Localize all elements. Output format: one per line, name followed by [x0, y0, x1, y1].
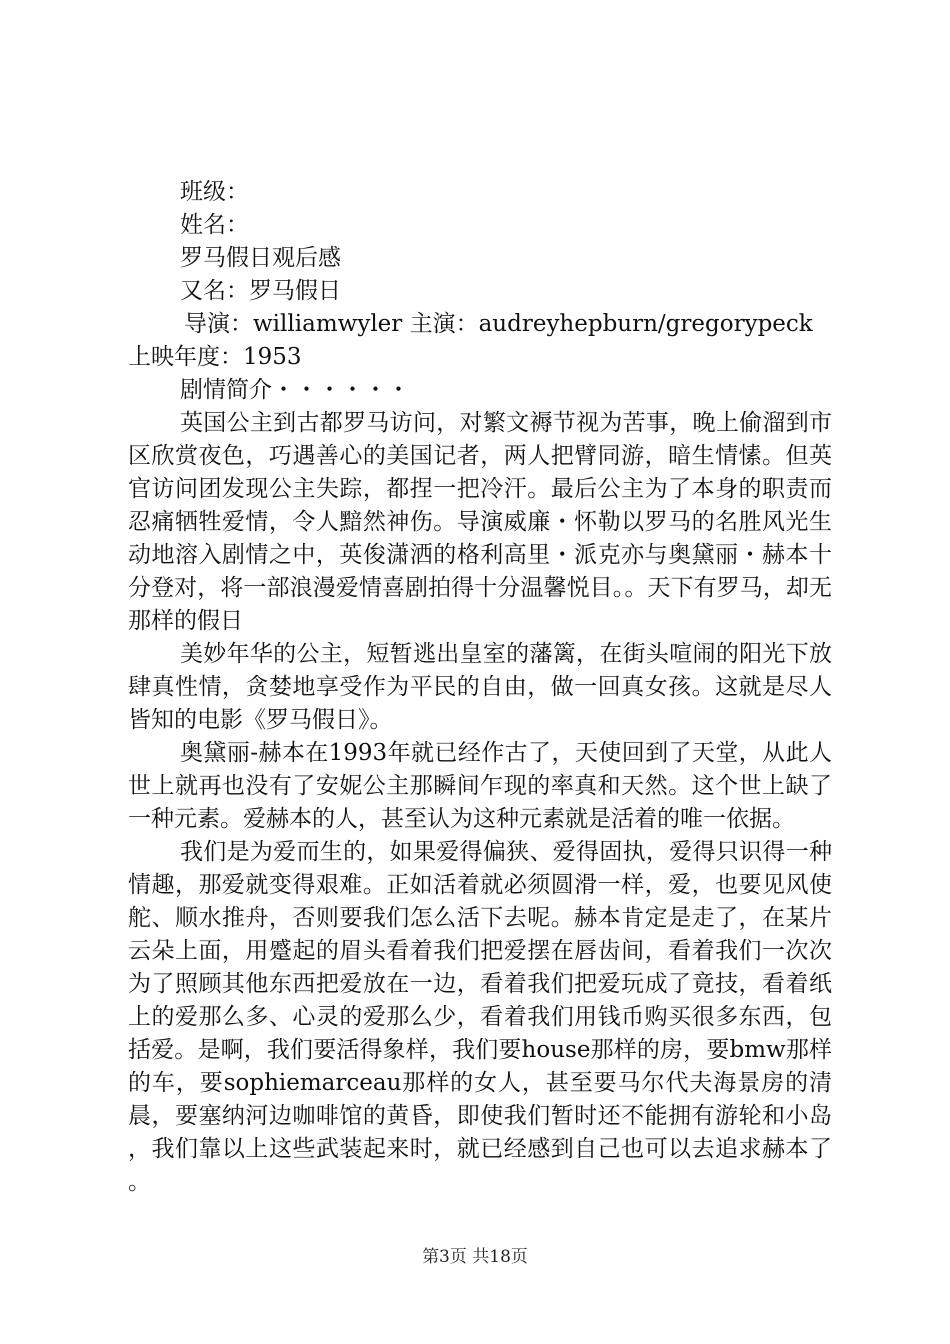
credits-line: 导演：williamwyler 主演：audreyhepburn/gregorypeck — [184, 311, 813, 337]
document-title: 罗马假日观后感 — [180, 245, 341, 271]
name-label: 姓名： — [180, 212, 249, 238]
alias-line: 又名：罗马假日 — [180, 278, 341, 304]
class-label: 班级： — [180, 179, 249, 205]
release-line: 上映年度：1953 — [128, 344, 302, 370]
document-body — [128, 176, 832, 1199]
paragraph-princess: 美妙年华的公主，短暂逃出皇室的藩篱，在街头喧闹的阳光下放肆真性情，贪婪地享受作为平民的自由，做一回真女孩。这就是尽人皆知的电影《罗马假日》。 — [128, 641, 832, 733]
page-number: 第3页 共18页 — [422, 1247, 528, 1267]
paragraph-love: 我们是为爱而生的，如果爱得偏狭、爱得固执，爱得只识得一种情趣，那爱就变得艰难。正如活着就必须圆滑一样，爱，也要见风使舵、顺水推舟，否则要我们怎么活下去呢。赫本肯定是走了，在某片云朵上面，用蹙起的眉头看着我们把爱摆在唇齿间，看着我们一次次为了照顾其他东西把爱放在一边，看着我们把爱玩成了竟技，看着纸上的爱那么多、心灵的爱那么少，看着我们用钱币购买很多东西，包括爱。是啊，我们要活得象样，我们要house那样的房，要bmw那样的车，要sophiemarceau那样的女人，甚至要马尔代夫海景房的清晨，要塞纳河边咖啡馆的黄昏，即使我们暂时还不能拥有游轮和小岛，我们靠以上这些武装起来时，就已经感到自己也可以去追求赫本了。 — [128, 839, 832, 1195]
paragraph-synopsis: 英国公主到古都罗马访问，对繁文褥节视为苦事，晚上偷溜到市区欣赏夜色，巧遇善心的美国记者，两人把臂同游，暗生情愫。但英官访问团发现公主失踪，都捏一把冷汗。最后公主为了本身的职责而忍痛牺牲爱情，令人黯然神伤。导演威廉・怀勒以罗马的名胜风光生动地溶入剧情之中，英俊潇洒的格利高里・派克亦与奥黛丽・赫本十分登对，将一部浪漫爱情喜剧拍得十分温馨悦目。。天下有罗马，却无那样的假日 — [128, 410, 832, 634]
synopsis-heading: 剧情简介・・・・・・ — [180, 377, 410, 403]
paragraph-hepburn: 奥黛丽-赫本在1993年就已经作古了，天使回到了天堂，从此人世上就再也没有了安妮公主那瞬间乍现的率真和天然。这个世上缺了一种元素。爱赫本的人，甚至认为这种元素就是活着的唯一依据。 — [128, 740, 832, 832]
